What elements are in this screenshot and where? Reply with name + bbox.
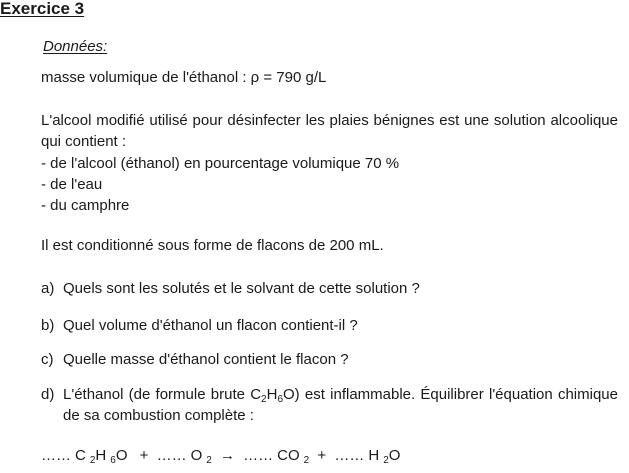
question-b (41, 315, 618, 336)
plus-sign: + (139, 447, 149, 464)
blank-coefficient: …… (243, 447, 274, 464)
combustion-equation (41, 447, 408, 465)
question-c (41, 349, 618, 370)
question-letter: b) (41, 317, 55, 334)
masse-volumique-line: masse volumique de l'éthanol : ρ = 790 g/L (41, 69, 327, 86)
list-item-eau: - de l'eau (41, 176, 103, 193)
question-letter: c) (41, 351, 54, 368)
exercise-title: Exercice 3 (0, 0, 85, 18)
question-text: L'éthanol (de formule brute $C_2H_6O$) est inflammable. Équilibrer l'équation chimique de sa combustion complète : (63, 386, 618, 424)
question-a (41, 278, 618, 299)
conditionnement-line: Il est conditionné sous forme de flacons de 200 mL. (41, 237, 384, 254)
donnees-heading: Données: (43, 38, 108, 55)
co2-formula: CO $_2$ (277, 447, 310, 466)
question-d (41, 384, 618, 426)
water-formula: H $_2$O (368, 447, 401, 466)
blank-coefficient: …… (334, 447, 365, 464)
list-item-camphre: - du camphre (41, 197, 130, 214)
blank-coefficient: …… (41, 447, 71, 464)
list-item-ethanol: - de l'alcool (éthanol) en pourcentage volumique 70 % (41, 155, 400, 172)
blank-coefficient: …… (156, 447, 187, 464)
intro-paragraph: L'alcool modifié utilisé pour désinfecter les plaies bénignes est une solution alcoolique qui contient : (41, 112, 618, 150)
question-text: Quels sont les solutés et le solvant de cette solution ? (63, 280, 420, 297)
plus-sign: + (317, 447, 327, 464)
question-letter: a) (41, 280, 55, 297)
question-letter: d) (41, 386, 55, 403)
reaction-arrow: → (220, 447, 235, 464)
dioxygen-formula: O $_2$ (190, 447, 212, 466)
question-text: Quel volume d'éthanol un flacon contient-il ? (63, 317, 358, 334)
question-text: Quelle masse d'éthanol contient le flacon ? (63, 351, 349, 368)
ethanol-formula: C $_2$H $_6$O (75, 447, 128, 466)
